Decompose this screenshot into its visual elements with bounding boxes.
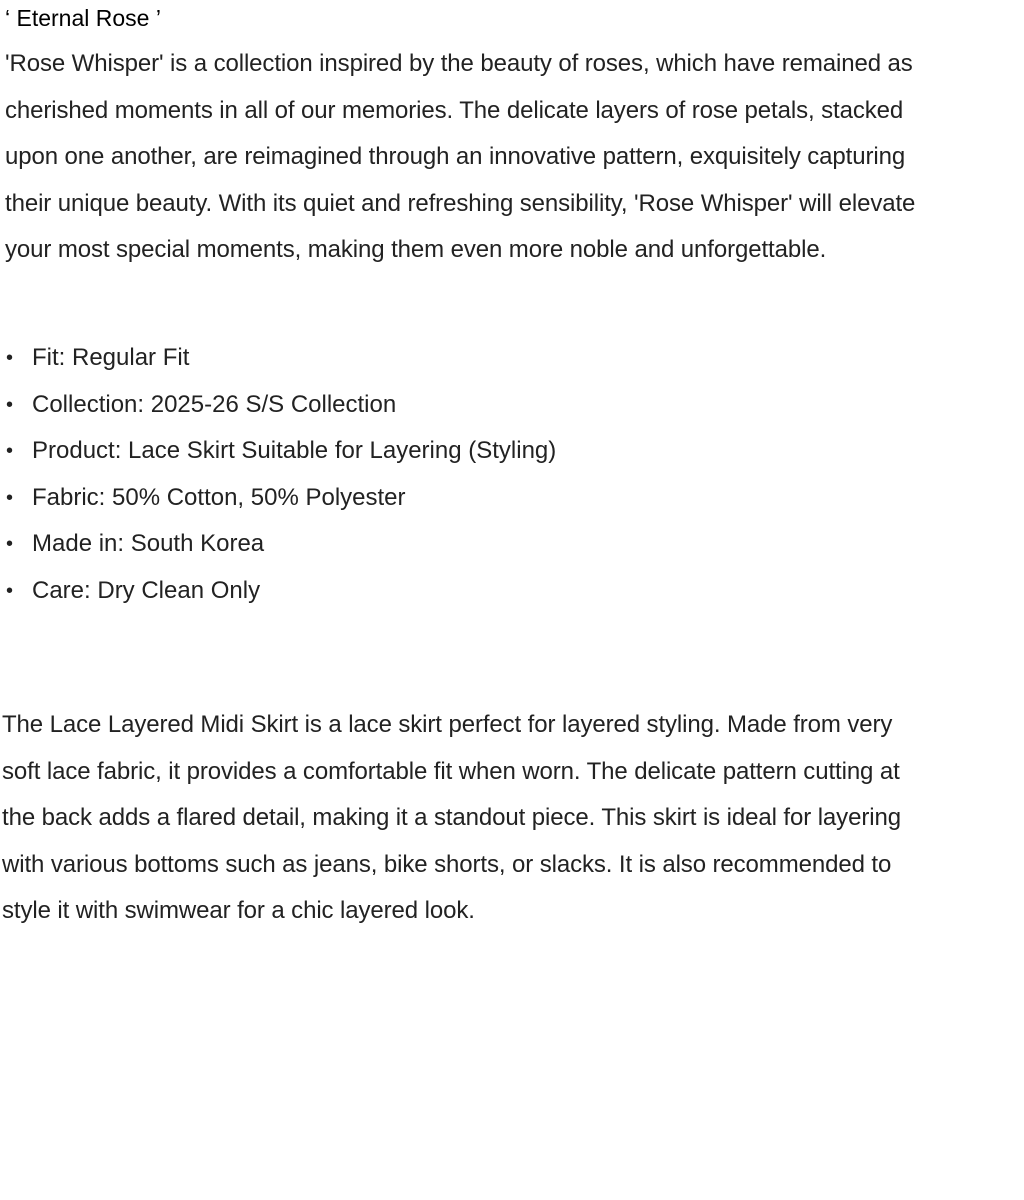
spec-text: Collection: 2025-26 S/S Collection [32, 390, 397, 418]
bullet-icon: • [6, 393, 14, 416]
intro-line: cherished moments in all of our memories. The delicate layers of rose petals, stacked [5, 96, 904, 124]
spec-item-collection [5, 382, 556, 429]
intro-line: upon one another, are reimagined through an innovative pattern, exquisitely capturing [5, 143, 906, 170]
description-line: soft lace fabric, it provides a comfortable fit when worn. The delicate pattern cutting at [2, 757, 900, 785]
bullet-icon: • [6, 533, 14, 555]
bullet-icon: • [6, 440, 14, 462]
bullet-icon: • [6, 486, 14, 509]
spec-text: Care: Dry Clean Only [32, 576, 261, 604]
spec-text: Made in: South Korea [32, 530, 265, 557]
spec-item-fit [5, 335, 556, 382]
product-description [2, 702, 1020, 935]
intro-line: their unique beauty. With its quiet and refreshing sensibility, 'Rose Whisper' will elevate [5, 189, 916, 217]
bullet-icon: • [6, 579, 14, 602]
spec-item-origin [5, 521, 556, 568]
description-line: The Lace Layered Midi Skirt is a lace skirt perfect for layered styling. Made from very [2, 711, 893, 738]
collection-title: ‘ Eternal Rose ’ [5, 5, 161, 31]
spec-item-fabric [5, 475, 556, 522]
description-line: with various bottoms such as jeans, bike shorts, or slacks. It is also recommended to [2, 850, 892, 878]
bullet-icon: • [6, 347, 14, 369]
spec-item-care [5, 568, 556, 615]
description-line: the back adds a flared detail, making it a standout piece. This skirt is ideal for layering [2, 804, 901, 831]
collection-intro [5, 41, 1019, 274]
spec-text: Product: Lace Skirt Suitable for Layering (Styling) [32, 437, 557, 464]
intro-line: 'Rose Whisper' is a collection inspired by the beauty of roses, which have remained as [5, 50, 913, 77]
product-spec-list [5, 335, 556, 614]
description-line: style it with swimwear for a chic layered look. [2, 897, 475, 924]
intro-line: your most special moments, making them even more noble and unforgettable. [5, 236, 827, 263]
spec-text: Fit: Regular Fit [32, 344, 190, 371]
spec-text: Fabric: 50% Cotton, 50% Polyester [32, 483, 406, 511]
spec-item-product [5, 428, 556, 475]
